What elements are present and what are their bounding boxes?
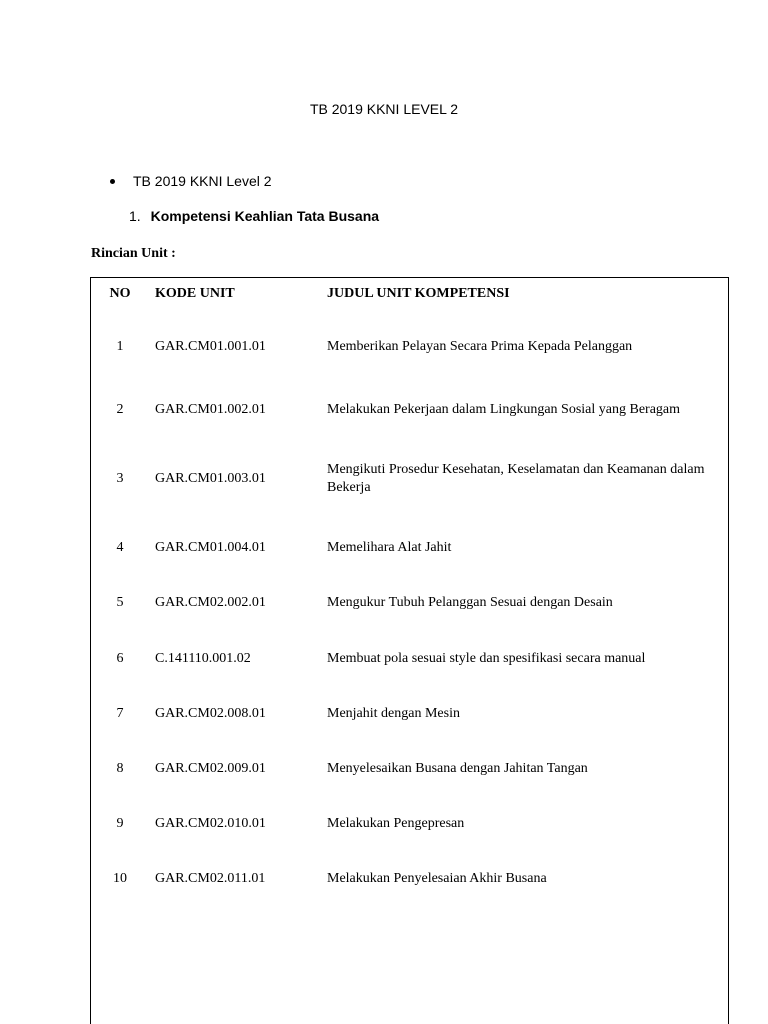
unit-code: GAR.CM02.011.01 [155,870,266,886]
table-row [90,521,729,575]
row-number: 10 [113,870,127,886]
unit-code: GAR.CM01.001.01 [155,339,266,354]
unit-code: GAR.CM02.002.01 [155,595,266,610]
unit-code: GAR.CM01.002.01 [155,402,266,417]
unit-title: Memelihara Alat Jahit [327,540,452,555]
table-row [90,631,729,686]
row-number: 4 [116,540,124,555]
row-number: 6 [116,650,124,666]
row-number: 8 [116,760,124,776]
unit-title: Melakukan Pekerjaan dalam Lingkungan Sosial yang Beragam [327,402,681,417]
unit-code: GAR.CM02.010.01 [155,815,266,831]
row-number: 2 [116,402,124,417]
table-row [90,741,729,796]
header-title: JUDUL UNIT KOMPETENSI [327,286,510,301]
unit-title: Membuat pola sesuai style dan spesifikasi secara manual [327,650,646,666]
header-no: NO [109,286,131,301]
unit-title: Melakukan Penyelesaian Akhir Busana [327,870,547,886]
unit-title: Menyelesaikan Busana dengan Jahitan Tangan [327,760,588,776]
row-number: 5 [116,595,124,610]
unit-code: GAR.CM02.009.01 [155,760,266,776]
table-header-row [90,277,729,311]
row-number: 1 [116,339,124,354]
unit-title: Mengikuti Prosedur Kesehatan, Keselamatan dan Keamanan dalam Bekerja [327,462,705,495]
document-title: TB 2019 KKNI LEVEL 2 [309,101,459,117]
unit-title: Menjahit dengan Mesin [327,705,460,721]
unit-title: Melakukan Pengepresan [327,815,465,831]
row-number: 7 [116,705,124,721]
table-row [90,437,729,521]
bullet-item-text: TB 2019 KKNI Level 2 [133,173,272,189]
bullet-icon [110,179,115,184]
unit-title: Mengukur Tubuh Pelanggan Sesuai dengan Desain [327,595,613,610]
row-number: 9 [116,815,124,831]
header-code: KODE UNIT [155,286,235,301]
unit-code: GAR.CM01.004.01 [155,540,266,555]
numbered-list-item [129,208,379,224]
table-row [90,383,729,437]
table-row [90,686,729,741]
list-item-heading: Kompetensi Keahlian Tata Busana [150,208,380,224]
competency-unit-table [90,277,729,906]
row-number: 3 [116,471,124,486]
list-number: 1. [129,208,141,224]
table-row [90,796,729,851]
section-label: Rincian Unit : [91,246,176,261]
unit-code: GAR.CM01.003.01 [155,471,266,486]
table-row [90,311,729,383]
unit-code: GAR.CM02.008.01 [155,705,266,721]
unit-title: Memberikan Pelayan Secara Prima Kepada Pelanggan [327,339,633,354]
table-row [90,851,729,906]
bullet-list-item [110,173,272,189]
table-row [90,575,729,631]
unit-code: C.141110.001.02 [155,650,251,666]
